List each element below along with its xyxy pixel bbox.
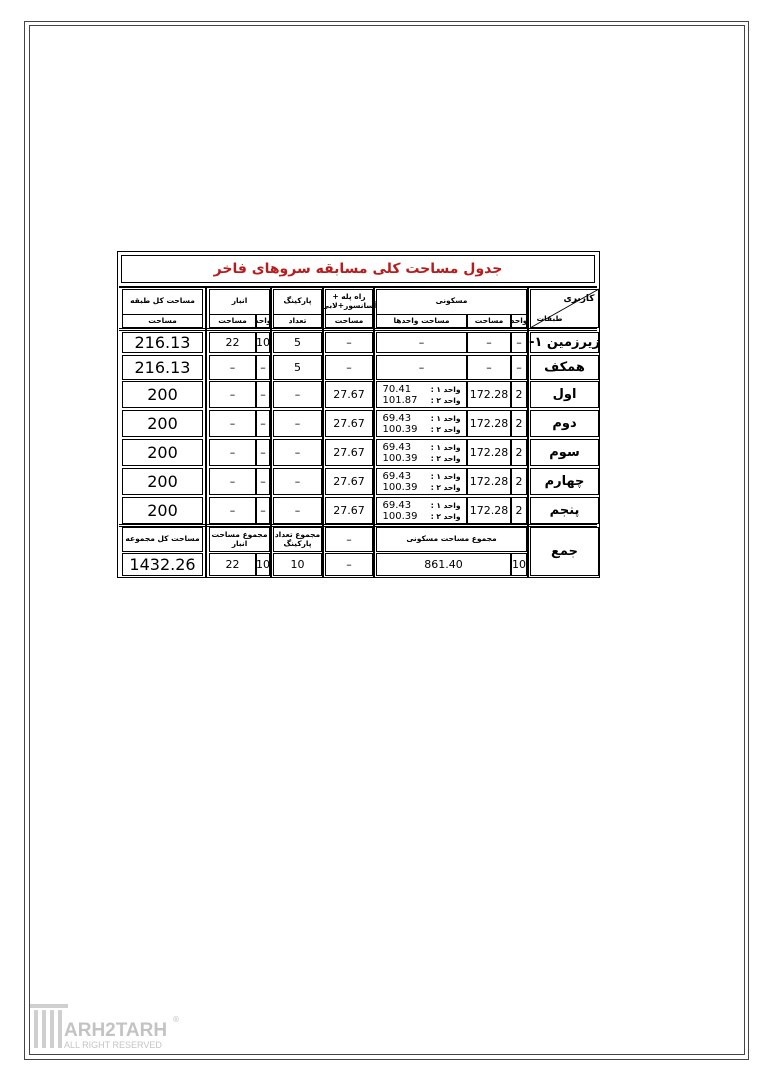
row-unit-areas: [376, 381, 467, 408]
row-stairs-area: 27.67: [325, 381, 373, 408]
row-storage-area: –: [209, 439, 256, 466]
row-residential-units: 2: [511, 381, 527, 408]
unit-area-line: [383, 384, 461, 395]
row-stairs-area: 27.67: [325, 410, 373, 437]
row-storage-area: –: [209, 410, 256, 437]
unit-area-value: 100.39: [382, 510, 418, 522]
table-title-box: [121, 255, 595, 283]
row-unit-areas: [376, 439, 467, 466]
header-floors: طبقات: [536, 314, 563, 324]
row-residential-area: 172.28: [467, 410, 511, 437]
row-stairs-area: 27.67: [325, 497, 373, 524]
unit-area-value: 69.43: [382, 470, 412, 482]
unit-label: واحد ۱ :: [430, 384, 461, 394]
row-storage-area: –: [209, 468, 256, 495]
unit-label: واحد ۲ :: [430, 395, 461, 405]
unit-label: واحد ۲ :: [430, 424, 461, 434]
sum-storage-label: مجموع مساحت انبار: [209, 527, 270, 552]
row-storage-units: –: [256, 439, 270, 466]
sum-total-label: مساحت کل مجموعه: [122, 527, 203, 552]
row-storage-area: –: [209, 355, 256, 380]
unit-area-value: 69.43: [382, 441, 412, 453]
row-floor-name: زیرزمین ۱-: [530, 332, 599, 353]
unit-area-value: 69.43: [382, 412, 412, 424]
row-floor-total: 200: [122, 439, 203, 466]
row-residential-area: 172.28: [467, 381, 511, 408]
row-residential-area: 172.28: [467, 497, 511, 524]
unit-area-line: [383, 453, 461, 464]
header-stairs-area: مساحت: [325, 314, 373, 328]
unit-label: واحد ۱ :: [430, 500, 461, 510]
row-storage-units: –: [256, 468, 270, 495]
row-floor-total: 216.13: [122, 355, 203, 380]
row-unit-areas: [376, 410, 467, 437]
row-floor-name: سوم: [530, 439, 599, 466]
unit-area-line: [383, 424, 461, 435]
unit-area-value: 70.41: [382, 383, 412, 395]
header-storage: انبار: [231, 296, 248, 306]
row-unit-areas: [376, 497, 467, 524]
row-floor-total: 200: [122, 497, 203, 524]
header-residential-area: مساحت: [467, 314, 511, 328]
row-floor-name: اول: [530, 381, 599, 408]
row-storage-units: –: [256, 381, 270, 408]
row-parking: –: [273, 381, 322, 408]
unit-label: واحد ۲ :: [430, 511, 461, 521]
sum-residential-units: 10: [511, 553, 527, 576]
row-storage-units: –: [256, 355, 270, 380]
row-residential-area: –: [467, 332, 511, 353]
sum-stairs-value: –: [325, 553, 373, 576]
unit-area-line: [383, 500, 461, 511]
row-storage-units: –: [256, 410, 270, 437]
row-residential-units: 2: [511, 439, 527, 466]
header-parking: پارکینگ: [283, 296, 312, 306]
sum-storage-area: 22: [209, 553, 256, 576]
row-storage-area: 22: [209, 332, 256, 353]
header-residential-units: واحد: [511, 314, 527, 328]
sum-total-value: 1432.26: [122, 553, 203, 576]
row-floor-total: 216.13: [122, 332, 203, 353]
logo-columns-icon: [28, 1002, 188, 1054]
header-storage-units: واحد: [256, 314, 270, 328]
unit-area-value: 100.39: [382, 452, 418, 464]
row-floor-total: 200: [122, 381, 203, 408]
header-floor-total: مساحت کل طبقه: [130, 296, 195, 306]
unit-label: واحد ۱ :: [430, 413, 461, 423]
row-stairs-area: –: [325, 332, 373, 353]
row-storage-units: –: [256, 497, 270, 524]
row-storage-area: –: [209, 497, 256, 524]
row-storage-units: 10: [256, 332, 270, 353]
row-floor-name: دوم: [530, 410, 599, 437]
row-unit-areas: [376, 468, 467, 495]
logo-subtitle: ALL RIGHT RESERVED: [64, 1040, 162, 1050]
row-floor-name: پنجم: [530, 497, 599, 524]
sum-storage-units: 10: [256, 553, 270, 576]
sum-parking-label: مجموع تعداد پارکینگ: [273, 527, 322, 552]
sum-residential-area: 861.40: [376, 553, 511, 576]
row-storage-area: –: [209, 381, 256, 408]
sum-parking-value: 10: [273, 553, 322, 576]
row-unit-areas: –: [376, 332, 467, 353]
row-residential-area: 172.28: [467, 439, 511, 466]
row-separator: [119, 328, 597, 331]
unit-area-value: 100.39: [382, 481, 418, 493]
unit-area-line: [383, 511, 461, 522]
row-unit-areas: –: [376, 355, 467, 380]
logo-registered-mark: ®: [172, 1015, 180, 1024]
header-parking-count: تعداد: [273, 314, 322, 328]
header-storage-area: مساحت: [209, 314, 256, 328]
row-residential-units: 2: [511, 410, 527, 437]
unit-area-value: 100.39: [382, 423, 418, 435]
row-floor-total: 200: [122, 410, 203, 437]
watermark-logo: [28, 1002, 188, 1054]
row-residential-units: 2: [511, 497, 527, 524]
sum-stairs-label: –: [325, 527, 373, 552]
row-residential-units: –: [511, 332, 527, 353]
table-title: جدول مساحت کلی مسابقه سروهای فاخر: [213, 261, 503, 277]
sum-residential-label: مجموع مساحت مسکونی: [376, 527, 527, 552]
unit-area-line: [383, 442, 461, 453]
row-residential-area: 172.28: [467, 468, 511, 495]
logo-brand: ARH2TARH: [64, 1020, 168, 1041]
unit-label: واحد ۲ :: [430, 453, 461, 463]
row-stairs-area: 27.67: [325, 439, 373, 466]
unit-label: واحد ۲ :: [430, 482, 461, 492]
row-stairs-area: 27.67: [325, 468, 373, 495]
area-table: [117, 251, 600, 578]
unit-area-value: 69.43: [382, 499, 412, 511]
header-floor-total-area: مساحت: [122, 314, 203, 328]
header-residential-unit-area: مساحت واحدها: [376, 314, 467, 328]
unit-label: واحد ۱ :: [430, 442, 461, 452]
header-residential: مسکونی: [435, 296, 468, 306]
row-floor-name: همکف: [530, 355, 599, 380]
unit-area-line: [383, 395, 461, 406]
row-residential-units: –: [511, 355, 527, 380]
header-category: کاربری: [563, 293, 595, 304]
row-residential-area: –: [467, 355, 511, 380]
unit-area-line: [383, 413, 461, 424]
row-stairs-area: –: [325, 355, 373, 380]
row-parking: –: [273, 410, 322, 437]
unit-area-value: 101.87: [382, 394, 418, 406]
unit-area-line: [383, 471, 461, 482]
row-parking: 5: [273, 355, 322, 380]
row-parking: –: [273, 439, 322, 466]
row-parking: –: [273, 468, 322, 495]
row-separator: [119, 286, 597, 288]
sum-label: جمع: [530, 527, 599, 576]
row-floor-name: چهارم: [530, 468, 599, 495]
row-parking: –: [273, 497, 322, 524]
row-separator: [119, 524, 597, 527]
row-residential-units: 2: [511, 468, 527, 495]
row-floor-total: 200: [122, 468, 203, 495]
unit-label: واحد ۱ :: [430, 471, 461, 481]
row-parking: 5: [273, 332, 322, 353]
unit-area-line: [383, 482, 461, 493]
header-stairs: راه پله + آسانسور+لابی: [321, 291, 377, 310]
